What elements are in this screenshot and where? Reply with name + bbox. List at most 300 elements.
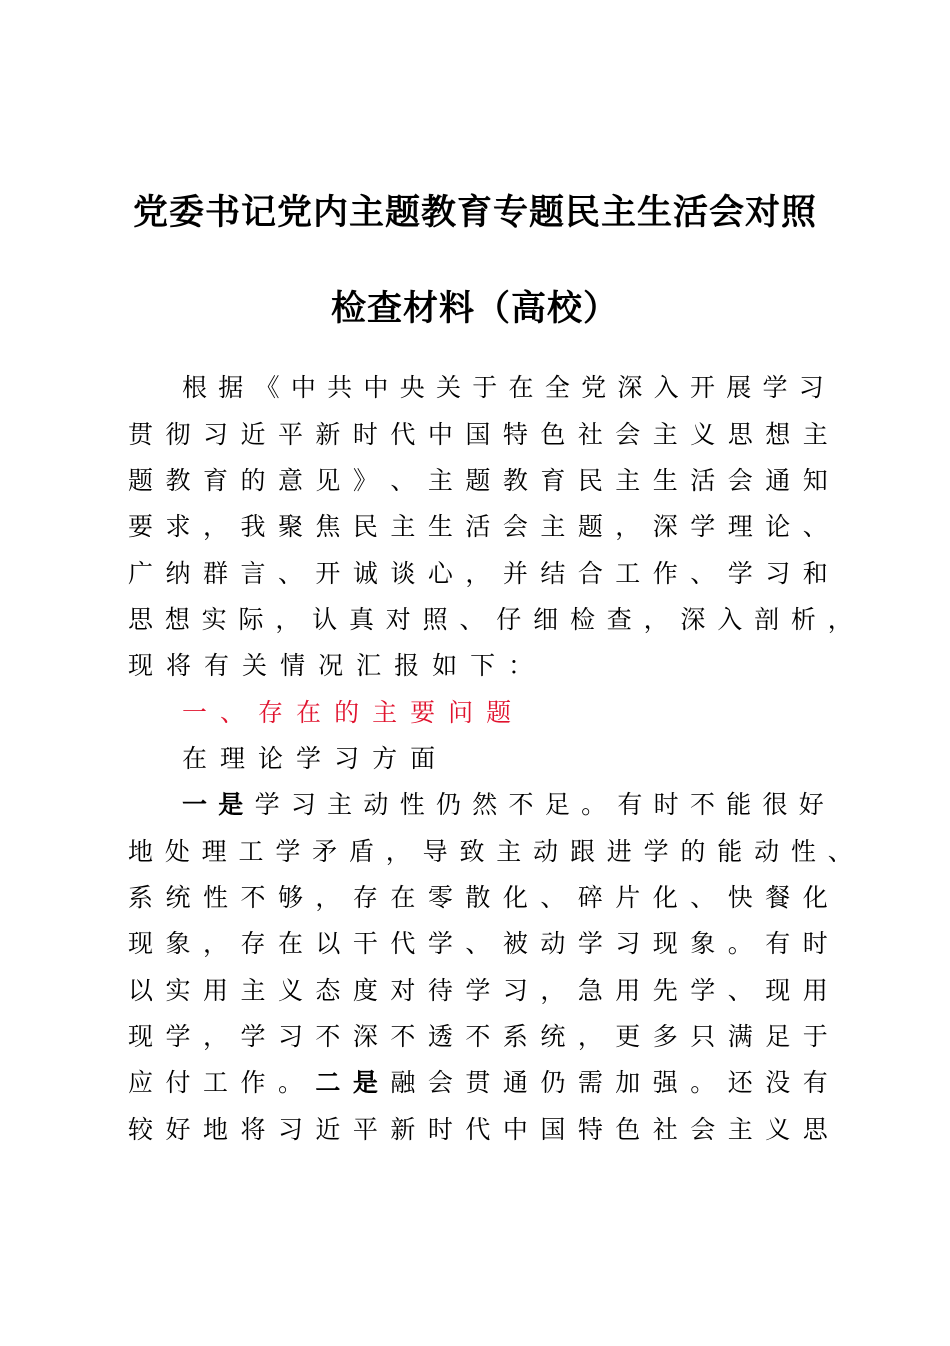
text-char: 存: [240, 929, 266, 958]
text-char: 关: [435, 373, 461, 402]
text-char: 化: [502, 883, 528, 912]
text-char: 并: [502, 559, 528, 588]
text-char: 下: [470, 651, 496, 680]
text-char: 学: [577, 929, 603, 958]
text-char: 特: [502, 420, 528, 449]
text-char: 生: [427, 512, 453, 541]
text-char: 动: [540, 929, 566, 958]
text-char: 、: [220, 698, 246, 727]
text-char: 深: [617, 373, 643, 402]
text-char: 化: [802, 883, 828, 912]
text-char: 中: [427, 420, 453, 449]
text-char: 的: [680, 837, 706, 866]
text-char: 中: [502, 1115, 528, 1144]
text-char: 社: [652, 1115, 678, 1144]
text-char: 主: [427, 466, 453, 495]
text-char: 纳: [165, 559, 191, 588]
text-char: 习: [798, 373, 824, 402]
text-char: 习: [615, 929, 641, 958]
text-char: 导: [422, 837, 448, 866]
text-char: 主: [540, 512, 566, 541]
text-char: 会: [615, 420, 641, 449]
text-char: ，: [202, 929, 228, 958]
text-char: 多: [652, 1022, 678, 1051]
text-char: 。: [277, 1068, 303, 1097]
text-char: 广: [128, 559, 154, 588]
text-char: 好: [798, 790, 824, 819]
text-char: 不: [689, 790, 715, 819]
text-char: 共: [327, 373, 353, 402]
text-char: 够: [277, 883, 303, 912]
text-char: 如: [432, 651, 458, 680]
text-char: 报: [394, 651, 420, 680]
text-char: 、: [727, 976, 753, 1005]
text-char: 工: [202, 1068, 228, 1097]
text-char: 应: [128, 1068, 154, 1097]
text-char: 、: [459, 605, 485, 634]
text-char: 习: [765, 559, 791, 588]
text-char: 况: [318, 651, 344, 680]
text-char: 聚: [277, 512, 303, 541]
text-char: 象: [690, 929, 716, 958]
text-char: 认: [312, 605, 338, 634]
text-char: 现: [128, 929, 154, 958]
text-char: 以: [128, 976, 154, 1005]
text-char: 盾: [348, 837, 374, 866]
text-char: 剖: [754, 605, 780, 634]
text-char: 透: [427, 1022, 453, 1051]
text-char: 学: [254, 790, 280, 819]
text-char: 央: [399, 373, 425, 402]
text-char: 主: [327, 790, 353, 819]
text-char: ，: [275, 605, 301, 634]
text-char: 开: [315, 559, 341, 588]
text-char: 被: [502, 929, 528, 958]
text-char: 散: [465, 883, 491, 912]
text-char: 于: [472, 373, 498, 402]
text-char: 作: [652, 559, 678, 588]
text-char: 入: [717, 605, 743, 634]
paragraph-line: [128, 463, 828, 499]
text-char: 民: [577, 466, 603, 495]
paragraph-line: [128, 509, 828, 545]
text-char: 餐: [765, 883, 791, 912]
text-char: 理: [220, 744, 246, 773]
paragraph-line: [128, 1019, 828, 1055]
paragraph-line: [128, 648, 828, 684]
text-char: 的: [240, 466, 266, 495]
text-char: 代: [390, 420, 416, 449]
text-char: 有: [765, 929, 791, 958]
text-char: 党: [581, 373, 607, 402]
text-char: 性: [399, 790, 425, 819]
text-char: 会: [427, 1068, 453, 1097]
text-char: 想: [164, 605, 190, 634]
text-char: 活: [690, 466, 716, 495]
text-char: 统: [165, 883, 191, 912]
text-char: 。: [690, 1068, 716, 1097]
text-char: 意: [277, 466, 303, 495]
text-char: 将: [240, 1115, 266, 1144]
text-char: 还: [727, 1068, 753, 1097]
text-char: 于: [802, 1022, 828, 1051]
text-char: 实: [165, 976, 191, 1005]
text-char: 民: [352, 512, 378, 541]
text-char: 以: [315, 929, 341, 958]
text-char: 国: [465, 420, 491, 449]
text-char: 。: [727, 929, 753, 958]
text-char: 》: [352, 466, 378, 495]
text-char: 学: [296, 744, 322, 773]
text-char: 地: [128, 837, 154, 866]
paragraph-line: [128, 880, 828, 916]
text-char: 育: [540, 466, 566, 495]
text-char: 思: [802, 1115, 828, 1144]
text-char: 学: [275, 837, 301, 866]
text-char: 学: [643, 837, 669, 866]
text-char: 现: [652, 929, 678, 958]
text-char: 进: [606, 837, 632, 866]
text-char: 面: [410, 744, 436, 773]
text-char: 存: [258, 698, 284, 727]
text-char: 国: [540, 1115, 566, 1144]
text-char: 、: [540, 883, 566, 912]
text-char: 题: [486, 698, 512, 727]
text-char: 更: [615, 1022, 641, 1051]
text-char: 好: [165, 1115, 191, 1144]
text-char: 深: [680, 605, 706, 634]
text-char: 、: [827, 837, 853, 866]
text-char: 时: [802, 929, 828, 958]
text-char: 群: [202, 559, 228, 588]
text-char: 象: [165, 929, 191, 958]
text-char: 有: [617, 790, 643, 819]
text-char: 、: [690, 883, 716, 912]
text-char: 习: [202, 420, 228, 449]
text-char: 学: [690, 512, 716, 541]
text-char: 、: [690, 559, 716, 588]
text-char: 用: [615, 976, 641, 1005]
text-char: 能: [717, 837, 743, 866]
text-char: 主: [615, 466, 641, 495]
document-title-line-2: 检查材料（高校）: [330, 289, 619, 329]
text-char: 将: [166, 651, 192, 680]
text-char: 根: [182, 373, 208, 402]
text-char: 对: [385, 605, 411, 634]
text-char: 作: [240, 1068, 266, 1097]
text-char: 实: [201, 605, 227, 634]
text-char: 求: [165, 512, 191, 541]
text-char: 问: [448, 698, 474, 727]
text-char: 近: [315, 1115, 341, 1144]
text-char: ，: [577, 1022, 603, 1051]
section-heading: [182, 695, 824, 731]
text-char: 主: [496, 837, 522, 866]
text-char: 我: [240, 512, 266, 541]
text-char: 真: [348, 605, 374, 634]
text-char: 系: [128, 883, 154, 912]
text-char: 急: [577, 976, 603, 1005]
text-char: 先: [652, 976, 678, 1005]
text-char: 跟: [569, 837, 595, 866]
text-char: 想: [765, 420, 791, 449]
text-char: 时: [653, 790, 679, 819]
text-char: 学: [427, 929, 453, 958]
text-char: 主: [727, 1115, 753, 1144]
text-char: 心: [427, 559, 453, 588]
text-char: 是: [352, 1068, 378, 1097]
text-char: 焦: [315, 512, 341, 541]
text-char: ，: [615, 512, 641, 541]
text-char: ，: [540, 976, 566, 1005]
text-char: 特: [577, 1115, 603, 1144]
text-char: 满: [727, 1022, 753, 1051]
text-char: 入: [653, 373, 679, 402]
text-char: 统: [540, 1022, 566, 1051]
text-char: 深: [352, 1022, 378, 1051]
text-char: 工: [615, 559, 641, 588]
text-char: 彻: [165, 420, 191, 449]
text-char: 主: [802, 420, 828, 449]
text-char: 的: [334, 698, 360, 727]
text-char: 用: [802, 976, 828, 1005]
text-char: 学: [727, 559, 753, 588]
text-char: 色: [615, 1115, 641, 1144]
text-char: 习: [277, 1022, 303, 1051]
text-char: 结: [540, 559, 566, 588]
text-char: 主: [240, 976, 266, 1005]
text-char: ，: [202, 512, 228, 541]
text-char: 用: [202, 976, 228, 1005]
text-char: 新: [315, 420, 341, 449]
text-char: 在: [296, 698, 322, 727]
text-char: 仍: [540, 1068, 566, 1097]
text-char: ，: [827, 605, 853, 634]
text-char: 展: [726, 373, 752, 402]
text-char: 不: [315, 1022, 341, 1051]
text-char: 平: [352, 1115, 378, 1144]
text-char: 动: [754, 837, 780, 866]
text-char: 对: [390, 976, 416, 1005]
text-char: 只: [690, 1022, 716, 1051]
text-char: 片: [615, 883, 641, 912]
text-char: ，: [385, 837, 411, 866]
text-char: 足: [765, 1022, 791, 1051]
text-char: 学: [690, 976, 716, 1005]
document-title-line-1: 党委书记党内主题教育专题民主生活会对照: [132, 193, 817, 233]
paragraph-line: [128, 834, 853, 870]
text-char: 全: [544, 373, 570, 402]
text-char: 不: [465, 1022, 491, 1051]
text-char: 题: [465, 466, 491, 495]
paragraph-line: [128, 417, 828, 453]
text-char: ，: [202, 1022, 228, 1051]
text-char: 一: [182, 698, 208, 727]
text-char: 有: [204, 651, 230, 680]
text-char: 。: [581, 790, 607, 819]
text-char: 会: [690, 1115, 716, 1144]
text-char: 要: [128, 512, 154, 541]
text-char: 不: [390, 1022, 416, 1051]
text-char: 、: [465, 929, 491, 958]
text-char: ，: [643, 605, 669, 634]
text-char: 、: [802, 512, 828, 541]
text-char: 知: [802, 466, 828, 495]
text-char: 态: [315, 976, 341, 1005]
text-char: 现: [765, 976, 791, 1005]
text-char: 中: [290, 373, 316, 402]
text-char: 析: [790, 605, 816, 634]
text-char: 习: [334, 744, 360, 773]
text-char: 是: [218, 790, 244, 819]
text-char: 义: [277, 976, 303, 1005]
text-char: 矛: [312, 837, 338, 866]
text-char: 代: [465, 1115, 491, 1144]
text-char: 代: [390, 929, 416, 958]
text-char: 通: [765, 466, 791, 495]
paragraph-line: [128, 1112, 828, 1148]
text-char: 习: [502, 976, 528, 1005]
text-char: 、: [277, 559, 303, 588]
text-char: 二: [315, 1068, 341, 1097]
text-char: 会: [502, 512, 528, 541]
text-char: 情: [280, 651, 306, 680]
text-char: 不: [240, 883, 266, 912]
text-char: 很: [762, 790, 788, 819]
text-char: 谈: [390, 559, 416, 588]
paragraph-line: [182, 370, 824, 406]
text-char: 工: [238, 837, 264, 866]
text-char: 中: [363, 373, 389, 402]
text-char: 在: [508, 373, 534, 402]
text-char: 思: [128, 605, 154, 634]
text-char: 要: [410, 698, 436, 727]
text-char: 在: [182, 744, 208, 773]
text-char: 没: [765, 1068, 791, 1097]
text-char: 时: [352, 420, 378, 449]
text-char: 仍: [435, 790, 461, 819]
text-char: 题: [577, 512, 603, 541]
text-char: 照: [422, 605, 448, 634]
text-char: 存: [352, 883, 378, 912]
text-char: 见: [315, 466, 341, 495]
text-char: 在: [277, 929, 303, 958]
text-char: 据: [218, 373, 244, 402]
text-char: 论: [765, 512, 791, 541]
paragraph-line: [128, 926, 828, 962]
text-char: 足: [544, 790, 570, 819]
text-char: 主: [652, 420, 678, 449]
text-char: 在: [390, 883, 416, 912]
text-char: 际: [238, 605, 264, 634]
text-char: 需: [577, 1068, 603, 1097]
text-char: 主: [390, 512, 416, 541]
text-char: 致: [459, 837, 485, 866]
text-char: 能: [726, 790, 752, 819]
text-char: 动: [533, 837, 559, 866]
text-char: 会: [727, 466, 753, 495]
text-char: 、: [390, 466, 416, 495]
text-char: 诚: [352, 559, 378, 588]
paragraph-line: [128, 602, 853, 638]
text-char: 题: [128, 466, 154, 495]
text-char: 贯: [465, 1068, 491, 1097]
text-char: 快: [727, 883, 753, 912]
text-char: 关: [242, 651, 268, 680]
text-char: 细: [533, 605, 559, 634]
text-char: 查: [606, 605, 632, 634]
text-char: 干: [352, 929, 378, 958]
text-char: 学: [465, 976, 491, 1005]
paragraph-line: [128, 1065, 828, 1101]
text-char: ：: [508, 651, 534, 680]
text-char: ，: [315, 883, 341, 912]
text-char: 义: [765, 1115, 791, 1144]
text-char: 义: [690, 420, 716, 449]
text-char: 动: [363, 790, 389, 819]
paragraph-line: [128, 556, 828, 592]
text-char: 育: [202, 466, 228, 495]
text-char: 学: [165, 1022, 191, 1051]
text-char: 教: [502, 466, 528, 495]
text-char: 言: [240, 559, 266, 588]
text-char: 检: [569, 605, 595, 634]
text-char: 化: [652, 883, 678, 912]
text-char: 色: [540, 420, 566, 449]
text-char: 地: [202, 1115, 228, 1144]
text-char: 习: [290, 790, 316, 819]
text-char: 时: [427, 1115, 453, 1144]
text-char: 度: [352, 976, 378, 1005]
text-char: 强: [652, 1068, 678, 1097]
text-char: 然: [472, 790, 498, 819]
text-char: 一: [182, 790, 208, 819]
text-char: 系: [502, 1022, 528, 1051]
text-char: 论: [258, 744, 284, 773]
text-char: 理: [727, 512, 753, 541]
text-char: 新: [390, 1115, 416, 1144]
text-char: 现: [128, 651, 154, 680]
text-char: 开: [689, 373, 715, 402]
text-char: 有: [802, 1068, 828, 1097]
text-char: 性: [790, 837, 816, 866]
text-char: 融: [390, 1068, 416, 1097]
text-char: 平: [277, 420, 303, 449]
text-char: ，: [465, 559, 491, 588]
text-char: 零: [427, 883, 453, 912]
text-char: 近: [240, 420, 266, 449]
text-char: 加: [615, 1068, 641, 1097]
text-char: 合: [577, 559, 603, 588]
text-char: 学: [762, 373, 788, 402]
text-char: 待: [427, 976, 453, 1005]
text-char: 学: [240, 1022, 266, 1051]
text-char: 深: [652, 512, 678, 541]
text-char: 付: [165, 1068, 191, 1097]
text-char: 通: [502, 1068, 528, 1097]
subsection-heading: [182, 741, 824, 777]
text-char: 主: [372, 698, 398, 727]
text-char: 性: [202, 883, 228, 912]
text-char: 不: [508, 790, 534, 819]
text-char: 活: [465, 512, 491, 541]
paragraph-line: [182, 787, 824, 823]
text-char: 思: [727, 420, 753, 449]
text-char: 贯: [128, 420, 154, 449]
text-char: 汇: [356, 651, 382, 680]
text-char: 方: [372, 744, 398, 773]
text-char: 现: [128, 1022, 154, 1051]
